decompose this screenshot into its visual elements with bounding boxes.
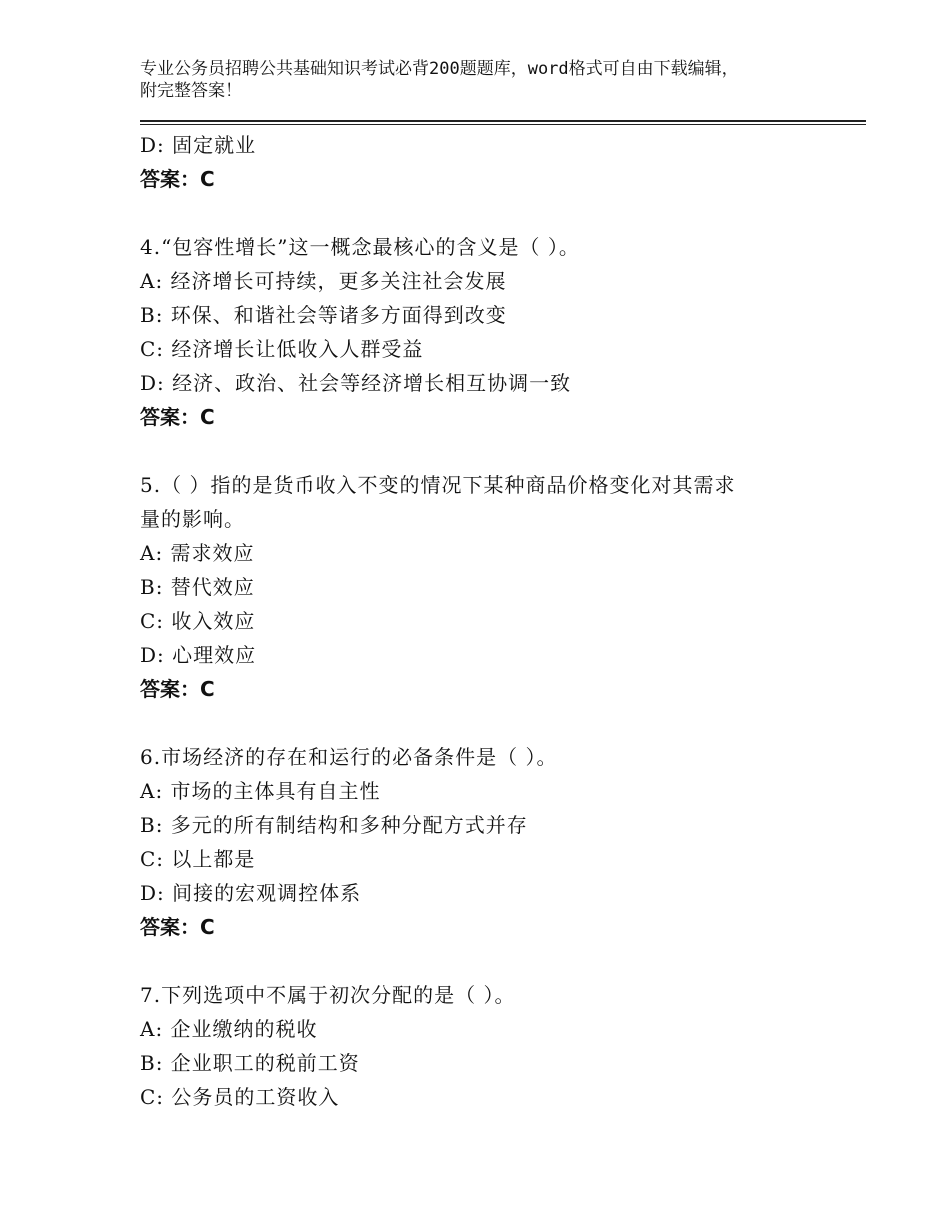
question-stem: 6.市场经济的存在和运行的必备条件是（ ）。 (140, 745, 558, 769)
question-stem: 7.下列选项中不属于初次分配的是（ ）。 (140, 983, 516, 1007)
header-rule-thin (140, 124, 866, 125)
spacer (140, 944, 840, 978)
header-line-1: 专业公务员招聘公共基础知识考试必背200题题库，word格式可自由下载编辑， (140, 59, 739, 79)
question-block (140, 468, 840, 706)
option-a: A: 市场的主体具有自主性 (140, 779, 381, 803)
option-b: B: 环保、和谐社会等诸多方面得到改变 (140, 303, 507, 327)
question-block (140, 230, 840, 434)
question-content (140, 128, 840, 1114)
answer-line: 答案：C (140, 405, 215, 429)
spacer (140, 706, 840, 740)
option-a: A: 需求效应 (140, 541, 255, 565)
option-c: C: 公务员的工资收入 (140, 1085, 340, 1109)
answer-line: 答案：C (140, 167, 215, 191)
option-b: B: 替代效应 (140, 575, 255, 599)
header-line-2: 附完整答案！ (140, 81, 242, 101)
question-stem-continued: 量的影响。 (140, 507, 245, 531)
option-c: C: 收入效应 (140, 609, 256, 633)
option-d: D: 经济、政治、社会等经济增长相互协调一致 (140, 371, 572, 395)
answer-line: 答案：C (140, 915, 215, 939)
option-b: B: 企业职工的税前工资 (140, 1051, 360, 1075)
question-stem: 5.（ ）指的是货币收入不变的情况下某种商品价格变化对其需求 (140, 473, 736, 497)
option-c: C: 经济增长让低收入人群受益 (140, 337, 424, 361)
option-d: D: 间接的宏观调控体系 (140, 881, 362, 905)
option-d: D: 固定就业 (140, 133, 257, 157)
question-block (140, 740, 840, 944)
option-d: D: 心理效应 (140, 643, 257, 667)
question-stem: 4.“包容性增长”这一概念最核心的含义是（ ）。 (140, 235, 580, 259)
option-a: A: 企业缴纳的税收 (140, 1017, 318, 1041)
option-b: B: 多元的所有制结构和多种分配方式并存 (140, 813, 528, 837)
option-a: A: 经济增长可持续，更多关注社会发展 (140, 269, 507, 293)
header-rule-thick (140, 120, 866, 122)
question-block (140, 978, 840, 1114)
answer-line: 答案：C (140, 677, 215, 701)
option-c: C: 以上都是 (140, 847, 256, 871)
spacer (140, 434, 840, 468)
spacer (140, 196, 840, 230)
page-header (140, 58, 820, 102)
